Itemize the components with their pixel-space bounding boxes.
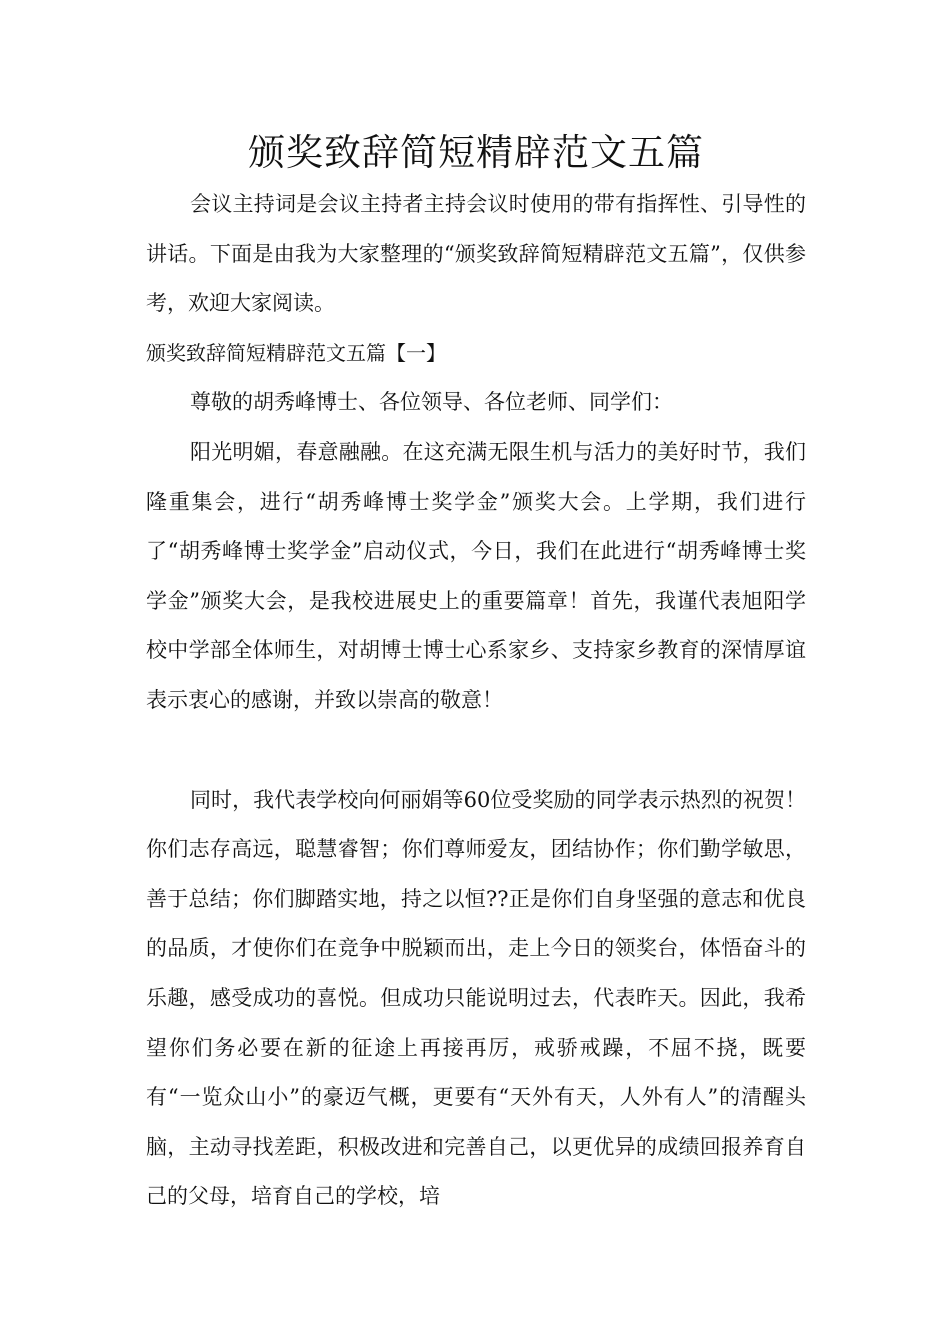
body-paragraph-1: 阳光明媚，春意融融。在这充满无限生机与活力的美好时节，我们隆重集会，进行“胡秀峰博士奖学金”颁奖大会。上学期，我们进行了“胡秀峰博士奖学金”启动仪式，今日，我们在此进行“胡秀峰博士奖学金”颁奖大会，是我校进展史上的重要篇章！首先，我谨代表旭阳学校中学部全体师生，对胡博士博士心系家乡、支持家乡教育的深情厚谊表示衷心的感谢，并致以崇高的敬意！ [146, 439, 806, 712]
body-paragraph-2: 同时，我代表学校向何丽娟等60位受奖励的同学表示热烈的祝贺！你们志存高远，聪慧睿智；你们尊师爱友，团结协作；你们勤学敏思，善于总结；你们脚踏实地，持之以恒??正是你们自身坚强的意志和优良的品质，才使你们在竞争中脱颖而出，走上今日的领奖台，体悟奋斗的乐趣，感受成功的喜悦。但成功只能说明过去，代表昨天。因此，我希望你们务必要在新的征途上再接再厉，戒骄戒躁，不屈不挠，既要有“一览众山小”的豪迈气概，更要有“天外有天，人外有人”的清醒头脑，主动寻找差距，积极改进和完善自己，以更优异的成绩回报养育自己的父母，培育自己的学校，培 [146, 787, 806, 1209]
salutation-line: 尊敬的胡秀峰博士、各位领导、各位老师、同学们： [190, 390, 673, 415]
section-heading: 颁奖致辞简短精辟范文五篇【一】 [146, 340, 446, 365]
intro-paragraph: 会议主持词是会议主持者主持会议时使用的带有指挥性、引导性的讲话。下面是由我为大家整理的“颁奖致辞简短精辟范文五篇”，仅供参考，欢迎大家阅读。 [146, 192, 806, 316]
document-page [146, 126, 806, 1222]
paragraph-spacer [146, 726, 806, 776]
document-title: 颁奖致辞简短精辟范文五篇 [248, 131, 704, 174]
